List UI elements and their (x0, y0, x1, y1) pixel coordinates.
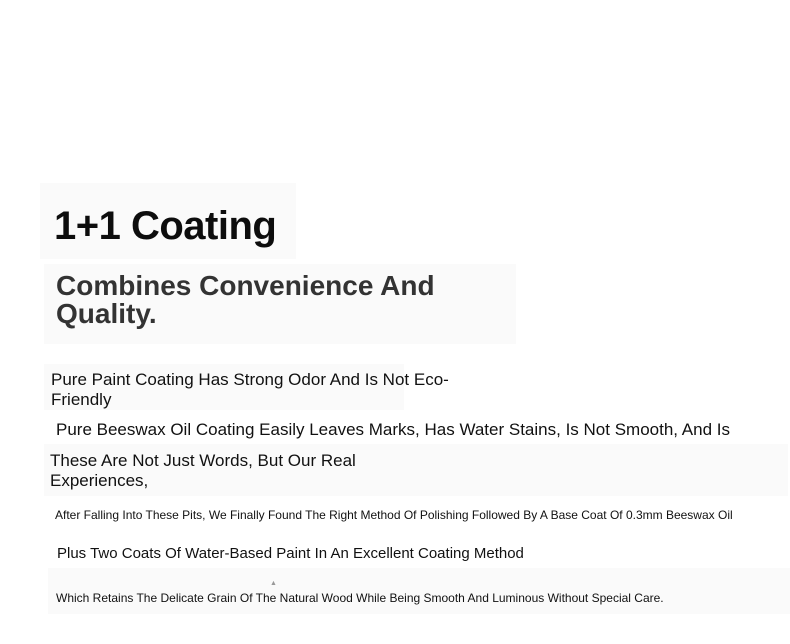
paragraph-polishing-method: After Falling Into These Pits, We Finally Found The Right Method Of Polishing Followed By A Base Coat Of 0.3mm Beeswax Oil (55, 508, 733, 522)
paragraph-beeswax-marks: Pure Beeswax Oil Coating Easily Leaves Marks, Has Water Stains, Is Not Smooth, And Is (56, 420, 730, 439)
page-subtitle: Combines Convenience And Quality. (56, 270, 443, 329)
paragraph-real-experiences: These Are Not Just Words, But Our Real Experiences, (50, 451, 361, 490)
paragraph-water-based-paint: Plus Two Coats Of Water-Based Paint In An Excellent Coating Method (57, 545, 524, 562)
paragraph-wood-grain: Which Retains The Delicate Grain Of The Natural Wood While Being Smooth And Luminous Without Special Care. (56, 591, 664, 605)
mouse-pointer-icon: ▲ (270, 580, 277, 587)
paragraph-paint-odor: Pure Paint Coating Has Strong Odor And Is Not Eco-Friendly (51, 370, 449, 409)
page-title: 1+1 Coating (54, 204, 277, 248)
